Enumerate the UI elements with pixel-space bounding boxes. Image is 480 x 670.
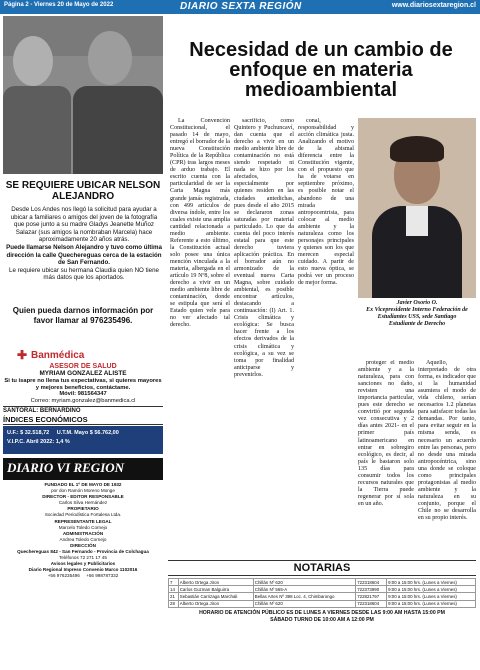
article-column-2 xyxy=(234,118,294,558)
uf-value: U.F.: $ 32.518,72 xyxy=(7,430,50,436)
banmedica-logo: Banmédica xyxy=(31,350,85,361)
notaria-name: Carlos Guzman Balguirra xyxy=(178,586,253,593)
notaria-addr: Chillán Nº 565-A xyxy=(253,586,355,593)
notaria-hours: 9:00 a 15:00 hrs. (Lunes a Viernes) xyxy=(387,586,476,593)
indices-title: ÍNDICES ECONÓMICOS xyxy=(3,415,163,425)
article-column-1 xyxy=(170,118,230,558)
address: Quechereguas 842 - San Fernando - Provincia de Colchagua xyxy=(17,549,149,555)
notaria-tel: 722318604 xyxy=(356,600,387,607)
address-heading: DIRECCIÓN xyxy=(70,542,96,548)
article-text-2: sacrificio, como Quintero y Puchuncaví, dan cuenta que el derecho a vivir en un medio ambiente libre de contaminación no está siendo respetado ni nada se hizo por los afectados, especialmente por quienes residen en las ciudades antedichas, pues desde el año 2015 se declararon zonas saturadas por material particulado. Lo que da cuenta del poco interés estatal para que este derecho tuviera aplicación práctica. En el borrador aún no armonizado de la eventual nueva Carta Magna, sobre cuidado ambiental, es posible encontrar artículos, destacando a continuación: (I) Art. 1. Crisis climática y ecológica: Se busca hacer frente a los efectos derivados de la crisis climática y ecológica, a su vez se toma por finalidad anticiparse y prevenirlos. xyxy=(234,118,294,378)
left-column xyxy=(3,16,163,666)
missing-person-photo xyxy=(3,16,163,174)
indices-box xyxy=(3,426,163,454)
missing-title: SE REQUIERE UBICAR NELSON ALEJANDRO xyxy=(5,180,161,202)
notaria-n: 21 xyxy=(169,593,179,600)
admin: Andrea Toledo Cornejo xyxy=(59,536,107,542)
notaria-tel: 722373990 xyxy=(356,586,387,593)
article-text-1: La Convención Constitucional, el pasado 14 de mayo, entregó el borrador de la nueva Constitución Política de la República (CPR) tras largos meses de arduo trabajo. El escrito cuenta con la particularidad de ser la Carta Magna más grande jamás registrada, con 499 artículos de diversa índole, entre los cuales existe una amplia cantidad relacionada a medio ambiente. Referente a esto último, la Constitución actual solo posee una única mención vinculada a la materia, albergada en el artículo 19 Nº8, sobre el derecho a vivir en un medio ambiente libre de contaminación, donde se estipula que será el Estado quien vele para no ver afectado tal derecho. xyxy=(170,118,230,329)
banmedica-ad xyxy=(3,348,163,405)
utm-value: U.T.M. Mayo $ 56.762,00 xyxy=(56,430,119,436)
director-heading: DIRECTOR - EDITOR RESPONSABLE xyxy=(42,494,124,500)
author-role: Ex Vicepresidente Interno Federación de Estudiantes USS, sede Santiago xyxy=(366,307,468,320)
author-photo xyxy=(358,118,476,298)
notarias-footer-1: HORARIO DE ATENCIÓN PÚBLICO ES DE LUNES A VIERNES DESDE LAS 9:00 AM HASTA 15:00 PM xyxy=(199,609,445,616)
notaria-n: 28 xyxy=(169,600,179,607)
article-text-5: Aquello, interpretado de otra forma, es indicador que si la humanidad asumiera el modo de vida chileno, serían necesarios 1.2 planetas para satisfacer todas las demandas. Por tanto, para evitar seguir en la misma senda, es necesario un acuerdo entre las personas, pero no desde una mirada antropocéntrica, sino una donde se coloque como principales protagonistas al medio ambiente y la naturaleza en su conjunto, porque el Chile no se desarrolla en su propio interés. xyxy=(418,360,476,522)
banmedica-email[interactable]: Correo: myriam.gonzalez@banmedica.cl xyxy=(30,398,136,405)
masthead-title: DIARIO SEXTA REGIÓN xyxy=(180,1,302,12)
director: Carlos Silva Hernández xyxy=(58,500,108,506)
notaria-tel: 722821797 xyxy=(356,593,387,600)
notaria-n: 14 xyxy=(169,586,179,593)
notaria-name: Alberto Ortega Jiron xyxy=(178,600,253,607)
owner: Sociedad Periodística Fortalesa Ltda. xyxy=(44,512,122,518)
article-column-5 xyxy=(418,360,476,558)
author-role-2: Estudiante de Derecho xyxy=(388,321,446,327)
masthead-info xyxy=(3,482,163,580)
legal-heading: Avisos legales y Publicitarios xyxy=(50,561,116,567)
notaria-addr: Bellas Artes Nº 398 Loc. 4, Chimbarongo xyxy=(253,593,355,600)
top-bar xyxy=(0,0,480,14)
asesor-label: ASESOR DE SALUD xyxy=(49,363,117,370)
notarias-table xyxy=(168,578,476,608)
notaria-hours: 9:00 a 15:00 hrs. (Lunes a Viernes) xyxy=(387,593,476,600)
banmedica-cross-icon: ✚ xyxy=(17,348,28,362)
page-date: Página 2 - Viernes 20 de Mayo de 2022 xyxy=(4,2,114,8)
article-column-3 xyxy=(298,118,354,558)
admin-heading: ADMINISTRACIÓN xyxy=(62,530,104,536)
table-row xyxy=(169,586,476,593)
banmedica-text xyxy=(3,371,163,405)
missing-contact: Quien pueda darnos información por favor llamar al 976235496. xyxy=(12,306,154,325)
notaria-n: 7 xyxy=(169,579,179,586)
phone-1: +56 976235496 xyxy=(47,573,80,579)
missing-body-1: Desde Los Andes nos llegó la solicitud para ayudar a ubicar a familiares o amigos del joven de la fotografía que pose junto a su madre Gladys Jeanette Muñoz Salazar (sus amigos la nombraban Marcela) hace aproximadamente 20 años atrás. xyxy=(10,206,158,244)
phone: Teléfonos 72 271 17 45 xyxy=(59,555,107,561)
missing-body-3: Le requiere ubicar su hermana Claudia quien NO tiene más datos que los aportados. xyxy=(9,266,159,282)
missing-body-2: Puede llamarse Nelson Alejandro y tuvo como última dirección la calle Quechereguas cerca de la estación de San Fernando. xyxy=(6,243,162,267)
table-row xyxy=(169,593,476,600)
article-text-3: conal, responsabilidad y acción climática justa. Analizando el motivo de la abismal diferencia entre la Constitución vigente, con el propuesto que ha de votarse en septiembre próximo, es posible notar el abandono de una mirada antropocentrista, para colocar al medio ambiente y la naturaleza como los personajes principales y quienes son los que merecen especial cuidado. A partir de esto nueva óptica, se podrá ver un proceso de mejor forma. xyxy=(298,118,354,287)
owner-heading: PROPIETARIO xyxy=(67,506,99,512)
phone-2: +56 998787332 xyxy=(86,573,119,579)
notaria-hours: 9:00 a 15:00 hrs. (Lunes a Viernes) xyxy=(387,600,476,607)
notarias-footer xyxy=(168,610,476,624)
notarias-title: NOTARIAS xyxy=(168,560,476,576)
founder: por don Ramón Moreno Monge xyxy=(51,488,115,494)
registry: Diario Regional Impreso Convenio Marco 1102016 xyxy=(28,567,138,573)
rep: Marcelo Toledo Cornejo xyxy=(58,524,108,530)
diario-logo xyxy=(3,458,163,480)
article-text-4: proteger el medio ambiente y a la naturaleza, para con sanciones no daño, revisten una importancia particular, pues este derecho se convirtió por segunda vez consecutiva y 2 días antes 2021- en el primer país latinoamericano en entrar en sobregiro ecológico, es decir, al país le bastaron solo 135 días para consumir todos los recursos naturales que la Tierra puede regenerar por sí sola en un año. xyxy=(358,360,414,507)
santoral: SANTORAL: BERNARDINO xyxy=(3,406,163,414)
contact-phones xyxy=(3,573,163,579)
banmedica-mobile: Móvil: 981564347 xyxy=(59,391,107,398)
author-caption xyxy=(358,300,476,328)
asesor-name: MYRIAM GONZALEZ ALISTE xyxy=(39,370,127,377)
table-row xyxy=(169,579,476,586)
ipc-value: V.I.P.C. Abril 2022: 1,4 % xyxy=(7,439,70,445)
banmedica-pitch: Si tu isapre no llena tus expectativas, si quieres mayores y mejores beneficios, contáctame. xyxy=(4,377,162,391)
notarias-footer-2: SÁBADO TURNO DE 10:00 AM A 12:00 PM xyxy=(270,616,374,623)
notaria-tel: 722318604 xyxy=(356,579,387,586)
diario-logo-text: DIARIO VI REGION xyxy=(7,460,125,475)
notaria-addr: Chillán Nº 620 xyxy=(253,579,355,586)
notarias-section xyxy=(168,560,476,624)
missing-body xyxy=(5,206,163,282)
notaria-hours: 9:00 a 15:00 hrs. (Lunes a Viernes) xyxy=(387,579,476,586)
website-link[interactable]: www.diariosextaregion.cl xyxy=(391,2,476,9)
author-name: Javier Osorio O. xyxy=(396,300,438,306)
rep-heading: REPRESENTANTE LEGAL xyxy=(54,518,112,524)
notaria-name: Sebastián Carrizaga Marchali xyxy=(178,593,253,600)
founded: FUNDADO EL 1º DE MAYO DE 1932 xyxy=(44,482,122,487)
notaria-name: Alberto Ortega Jiron xyxy=(178,579,253,586)
table-row xyxy=(169,600,476,607)
article-headline: Necesidad de un cambio de enfoque en materia medioambiental xyxy=(189,39,453,101)
article-column-4 xyxy=(358,360,414,558)
notaria-addr: Chillán Nº 620 xyxy=(253,600,355,607)
